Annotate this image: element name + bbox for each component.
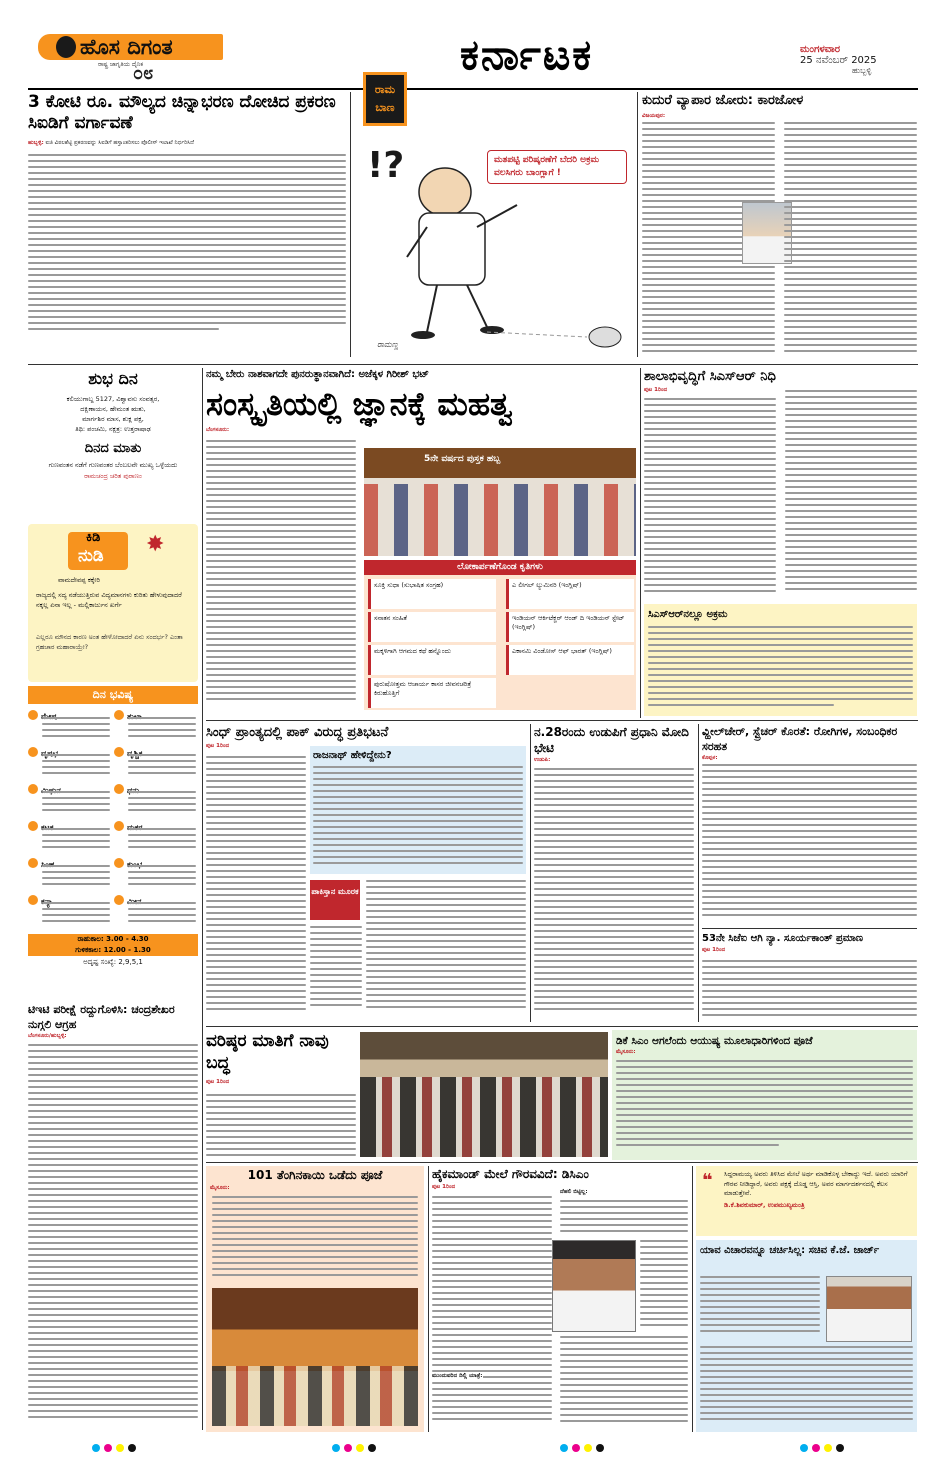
quote-text: ಸಿದ್ದರಾಮಯ್ಯ ಅವರು ತಿಳಿಸಿದ ಮೇಲೆ ಅರ್ಥ ಮಾಡಿಕೊಳ್ಳ ಬೇಕಾದ್ದು ಇದೆ. ಅವರು ಯಾರಿಗೆ ಗೌರವ ನೀಡಿದ್ದಾರೆ, ಅವರು ಪಕ್ಷಕ್ಕೆ ದೊಡ್ಡ ಆಸ್ತಿ, ಅವರ ಮಾರ್ಗದರ್ಶನದಲ್ಲಿ ಕೆಲಸ ಮಾಡುತ್ತೇವೆ. — [724, 1170, 908, 1197]
body-col-2 — [784, 122, 917, 358]
book-item: ಎ ಲೀಗಲ್ ಲ್ಯುಮಿನರಿ (ಇಂಗ್ಲಿಷ್) — [506, 579, 634, 609]
rashi-icon — [114, 821, 124, 831]
rashi-icon — [28, 784, 38, 794]
body-col-3 — [310, 926, 362, 1018]
registration-mark — [572, 1444, 580, 1452]
story-cji — [702, 932, 917, 1022]
sub-heading-2: ಮುಂದುವರಿದ ದಿಲ್ಲಿ ಯಾತ್ರೆ: — [432, 1373, 483, 1379]
quote-box — [696, 1166, 917, 1236]
photo-banner: 5ನೇ ವರ್ಷದ ಪುಸ್ತಕ ಹಬ್ಬ — [424, 454, 501, 464]
headline: ಟಿಇಟಿ ಪರೀಕ್ಷೆ ರದ್ದುಗೊಳಿಸಿ: ಚಂದ್ರಶೇಖರ ನುಗ್ಗಲಿ ಆಗ್ರಹ — [28, 1003, 175, 1031]
kidi-body: ರಾಜ್ಯದಲ್ಲಿ ಸದ್ಯ ನಡೆಯುತ್ತಿರುವ ವಿದ್ಯಮಾನಗಳು ಕುರಿತು ಹೇಳುವುದಾದರೆ ನಕ್ಕಲ್ಲ ಏನಾ ಇಲ್ಲ - ಮಲ್ಲಿಕಾರ್ಜುನ ಖರ್ಗೆ — [36, 591, 182, 609]
logo-block — [38, 30, 223, 84]
body-text — [28, 154, 346, 359]
date: 25 ನವೆಂಬರ್ 2025 — [800, 55, 877, 66]
rashi-cell — [28, 852, 112, 887]
rashi-icon — [114, 784, 124, 794]
story-school-csr — [644, 368, 917, 718]
body-text — [28, 1044, 198, 1424]
body-col-3 — [640, 1240, 688, 1332]
dateline: ಉಡುಪಿ: — [534, 757, 551, 763]
body-text — [212, 1196, 418, 1282]
body-col-1 — [432, 1196, 552, 1428]
lucky-number: ಅದೃಷ್ಟ ಸಂಖ್ಯೆ: 2,9,5,1 — [83, 958, 143, 966]
dinada-title: ದಿನದ ಮಾತು — [84, 441, 142, 456]
quote-icon: ❝ — [702, 1170, 713, 1191]
dateline: ಬೆಂಗಳೂರು/ಹುಬ್ಬಳ್ಳಿ: — [28, 1033, 67, 1039]
rashi-cell — [28, 741, 112, 776]
story-wheelchair — [702, 724, 917, 924]
headline: ಯಾವ ವಿಚಾರವನ್ನೂ ಚರ್ಚಿಸಿಲ್ಲ: ಸಚಿವ ಕೆ.ಜೆ. ಜಾರ್ಜ್ — [700, 1245, 880, 1256]
dateline: ಬೆಂಗಳೂರು: — [206, 427, 230, 433]
body-col-1 — [700, 1276, 820, 1338]
body-col-2 — [785, 390, 917, 598]
rashi-icon — [114, 710, 124, 720]
registration-mark — [596, 1444, 604, 1452]
story-high-command — [432, 1166, 688, 1432]
dateline: ವಿಜಯಪುರ: — [642, 113, 666, 119]
registration-mark — [332, 1444, 340, 1452]
book-item: ಸೂಕ್ತಿ ಸುಧಾ (ಸುಭಾಷಿತ ಸಂಗ್ರಹ) — [368, 579, 496, 609]
rashi-cell — [28, 704, 112, 739]
george-photo — [826, 1276, 912, 1342]
rashi-cell — [114, 852, 198, 887]
svg-text:!?: !? — [367, 145, 405, 186]
shubha-dina — [28, 368, 198, 518]
dateline: ಪುಟ 1ರಿಂದ — [432, 1184, 456, 1190]
csr-box — [644, 604, 917, 716]
headline: ಶಾಲಾಭಿವೃದ್ಧಿಗೆ ಸಿಎಸ್ಆರ್ ನಿಧಿ — [644, 369, 776, 384]
rashi-icon — [114, 747, 124, 757]
registration-mark — [116, 1444, 124, 1452]
book-release-photo — [364, 448, 636, 556]
rashi-cell — [28, 778, 112, 813]
bhavishya-title: ದಿನ ಭವಿಷ್ಯ — [28, 686, 198, 704]
logo-text: ಹೊಸ ದಿಗಂತ — [80, 35, 173, 59]
shubha-line1: ಕಲಿಯುಗಾಬ್ದ 5127, ವಿಶ್ವಾವಸು ಸಂವತ್ಸರ, — [66, 395, 160, 403]
story-tet — [28, 1002, 198, 1432]
coconut-photo — [212, 1288, 418, 1426]
headline: ವ್ಹೀಲ್‌ಚೇರ್, ಸ್ಟ್ರೆಚರ್ ಕೊರತೆ: ರೋಗಿಗಳ, ಸಂಬಂಧಿಕರ ಸರಹತ — [702, 725, 898, 753]
dateline: ಪುಟ 1ರಿಂದ — [206, 1079, 230, 1085]
story-dk-pooja — [612, 1030, 917, 1160]
book-item: ಪುರುಷೋತ್ತಮ ಆಚಾರ್ಯ ಕಾಸರ ಜೀವನಚರಿತ್ರೆ ಕಿರುಹೊತ್ತಿಗೆ — [368, 678, 496, 708]
book-item: ಸನಾತನ ಸಂಹಿತೆ — [368, 612, 496, 642]
body-text — [534, 768, 694, 1018]
body-col-1 — [644, 398, 776, 598]
body-col-2 — [560, 1200, 688, 1238]
dateline: ಪುಟ 1ರಿಂದ — [206, 743, 230, 749]
city: ಹುಬ್ಬಳ್ಳಿ — [852, 66, 872, 75]
rashi-icon — [28, 858, 38, 868]
dinada-quote: ಗುಣವಂತನ ನಡೆಗೆ ಗುಣವಂತರ ಬೆಂಬಲವೇ ಮುಖ್ಯ ಒಳ್ಳೆಯದು — [48, 461, 178, 469]
body-text — [702, 960, 917, 1020]
registration-mark — [584, 1444, 592, 1452]
lead: ಐಜಿ ವಿಠಲಶೆಟ್ಟಿ ಪ್ರಕರಣವನ್ನು ಸಿಐಡಿಗೆ ಹಸ್ತಾಂತರಿಸಲು ಪೊಲೀಸ್ ಇಲಾಖೆ ನಿರ್ಧರಿಸಿದೆ — [45, 140, 194, 146]
headline: 101 ತೆಂಗಿನಕಾಯಿ ಒಡೆದು ಪೂಜೆ — [247, 1168, 383, 1182]
rashi-cell — [114, 815, 198, 850]
gulikakala: ಗುಳಿಕಕಾಲ: 12.00 - 1.30 — [28, 945, 198, 956]
kidi-answer: ಎಲ್ಲರೂ ಮೌನದ ಕಾರಣ ಅಂತ ಹೇಳೋದಾದರೆ ಏನು ಸಂದರ್ಭ? ಎಂತಾ ಗ್ರಹಚಾರ ಮಹಾರಾಯ್ರೇ? — [36, 633, 183, 651]
body-text — [702, 764, 917, 924]
dateline: ಪುಟ 1ರಿಂದ — [644, 387, 668, 393]
rashi-icon — [28, 821, 38, 831]
rashi-grid — [28, 704, 198, 930]
cartoon-signature: ರಾಮಣ್ಣ — [377, 340, 399, 349]
body-col-2 — [700, 1346, 913, 1428]
kidi-nudi — [28, 524, 198, 682]
rahukala: ರಾಹುಕಾಲ: 3.00 - 4.30 — [28, 934, 198, 945]
headline: 3 ಕೋಟಿ ರೂ. ಮೌಲ್ಯದ ಚಿನ್ನಾಭರಣ ದೋಚಿದ ಪ್ರಕರಣ ಸಿಐಡಿಗೆ ವರ್ಗಾವಣೆ — [28, 92, 336, 133]
headline: ನ.28ರಂದು ಉಡುಪಿಗೆ ಪ್ರಧಾನಿ ಮೋದಿ ಭೇಟಿ — [534, 725, 689, 755]
rashi-icon — [28, 747, 38, 757]
story-varishta — [206, 1030, 356, 1160]
quote-author: ಡಿ.ಕೆ.ಶಿವಕುಮಾರ್, ಉಪಮುಖ್ಯಮಂತ್ರಿ — [724, 1200, 805, 1209]
dina-bhavishya — [28, 686, 198, 996]
rashi-icon — [114, 895, 124, 905]
dateline: ಪುಟ 1ರಿಂದ — [702, 947, 726, 953]
body-text — [616, 1060, 913, 1156]
books-box-title: ಲೋಕಾರ್ಪಣೆಗೊಂಡ ಕೃತಿಗಳು — [364, 560, 636, 575]
story-modi — [534, 724, 694, 1022]
books-box — [364, 560, 636, 710]
rashi-cell — [114, 778, 198, 813]
spark-icon: ✸ — [146, 532, 165, 557]
shubha-title: ಶುಭ ದಿನ — [88, 369, 138, 388]
rashi-icon — [114, 858, 124, 868]
headline: ಹೈಕಮಾಂಡ್ ಮೇಲೆ ಗೌರವವಿದೆ: ಡಿಸಿಎಂ — [432, 1167, 589, 1181]
lead-story — [206, 368, 636, 718]
dateblock — [800, 44, 910, 76]
cartoon-label: ರಾಮ ಬಾಣ — [363, 72, 407, 126]
kidi-author: ವಾಮದೇವಪ್ಪ ಕಕ್ಕೇರಿ — [58, 576, 100, 584]
rashi-cell — [28, 815, 112, 850]
headline: 53ನೇ ಸಿಜೆಐ ಆಗಿ ನ್ಯಾ. ಸೂರ್ಯಕಾಂತ್ ಪ್ರಮಾಣ — [702, 933, 863, 944]
dinada-source: ರಾಮಚಂದ್ರ ಚರಿತ ಪುರಾಣಂ — [84, 472, 142, 480]
shubha-line4: ತಿಥಿ: ಪಂಚಮಿ, ನಕ್ಷತ್ರ: ಉತ್ತರಾಷಾಢ — [75, 425, 151, 433]
body-text — [206, 1094, 356, 1158]
shubha-line3: ಮಾರ್ಗಶಿರ ಮಾಸ, ಶುಕ್ಲ ಪಕ್ಷ, — [82, 415, 144, 423]
story-sindh — [206, 724, 526, 1022]
story-george — [696, 1240, 917, 1432]
rajnath-box-title: ರಾಜನಾಥ್ ಹೇಳಿದ್ದೇನು? — [313, 750, 392, 761]
page-number: ೦೮ — [133, 64, 154, 84]
headline: ವರಿಷ್ಠರ ಮಾತಿಗೆ ನಾವು ಬದ್ಧ — [206, 1031, 329, 1073]
registration-mark — [800, 1444, 808, 1452]
headline: ಸಿಂಧ್ ಪ್ರಾಂತ್ಯದಲ್ಲಿ ಪಾಕ್ ವಿರುದ್ಧ ಪ್ರತಿಭಟನೆ — [206, 725, 389, 740]
day: ಮಂಗಳವಾರ — [800, 44, 841, 55]
dk-shivakumar-photo — [552, 1240, 636, 1332]
registration-mark — [560, 1444, 568, 1452]
registration-mark — [344, 1444, 352, 1452]
book-item: ಮಕ್ಕಳಿಗಾಗಿ ಆಗಮದ ಕಥೆ ಹನ್ನೊಂದು — [368, 645, 496, 675]
registration-mark — [836, 1444, 844, 1452]
registration-mark — [92, 1444, 100, 1452]
book-item: ಇಂಡಿಯನ್ ಆರ್ಕಿಟೆಕ್ಚರ್ ಆಂಡ್ ದಿ ಇಂಡಿಯನ್ ಸ್ಟೇಟ್ (ಇಂಗ್ಲಿಷ್) — [506, 612, 634, 642]
csr-box-title: ಸಿಎಸ್ಆರ್‌ನಲ್ಲೂ ಅಕ್ರಮ — [648, 609, 728, 620]
story-coconut — [206, 1166, 424, 1432]
rajnath-box — [310, 746, 526, 874]
cartoon-drawing — [357, 127, 633, 357]
kidi-title2: ನುಡಿ — [78, 546, 104, 566]
lamp-icon — [56, 36, 76, 58]
rashi-icon — [28, 895, 38, 905]
story-horse-trading — [642, 92, 917, 360]
dateline: ಹುಬ್ಬಳ್ಳಿ: — [28, 140, 44, 146]
registration-mark — [824, 1444, 832, 1452]
dk-supporters-photo — [360, 1032, 608, 1157]
story-gold-theft — [28, 92, 346, 362]
body-col-1 — [206, 756, 306, 1018]
registration-mark — [812, 1444, 820, 1452]
cartoon-caption: ಮತಪಟ್ಟಿ ಪರಿಷ್ಕರಣೆಗೆ ಬೆದರಿ ಅಕ್ರಮ ವಲಸಿಗರು ಬಾಂಗ್ಲಾಗೆ ! — [487, 150, 627, 184]
kicker: ನಮ್ಮ ಬೇರು ನಾಶವಾಗದೇ ಪುನರುತ್ಥಾನವಾಗಿದೆ: ಅಜೆಕ್ಕಳ ಗಿರೀಶ್ ಭಟ್ — [206, 369, 429, 380]
rashi-cell — [114, 741, 198, 776]
rashi-cell — [114, 889, 198, 924]
body-col-4 — [560, 1336, 688, 1428]
headline: ಕುದುರೆ ವ್ಯಾಪಾರ ಜೋರು: ಕಾರಜೋಳ — [642, 93, 804, 108]
sub-heading-1: ದೆಹಲಿ ಬಿಟ್ಟಿಲ್ಲ: — [560, 1189, 588, 1195]
tagline: ರಾಷ್ಟ್ರ ಜಾಗೃತಿಯ ದೈನಿಕ — [98, 61, 144, 68]
registration-mark — [368, 1444, 376, 1452]
kidi-title1: ಕಿಡಿ — [86, 530, 101, 545]
pakistan-box: ಪಾಕಿಸ್ತಾನ ಮೂರಕ — [310, 880, 360, 920]
rashi-cell — [114, 704, 198, 739]
book-item: ಎಕಾನಮಿ ವಿಂಡೋಸ್ ಆಫ್ ಭಾರತ್ (ಇಂಗ್ಲಿಷ್) — [506, 645, 634, 675]
body-col-1 — [206, 440, 356, 710]
rashi-cell — [28, 889, 112, 924]
registration-mark — [128, 1444, 136, 1452]
rashi-icon — [28, 710, 38, 720]
body-col-2 — [366, 880, 526, 1018]
headline: ಸಂಸ್ಕೃತಿಯಲ್ಲಿ ಜ್ಞಾನಕ್ಕೆ ಮಹತ್ವ — [206, 385, 513, 423]
dateline: ಮೈಸೂರು: — [616, 1049, 636, 1055]
dateline: ಮೈಸೂರು: — [210, 1185, 230, 1191]
cartoon — [357, 72, 633, 360]
headline: ಡಿಕೆ ಸಿಎಂ ಆಗಲೆಂದು ಆಯುಷ್ಯ ಮೂಲಾಧಾರಿಗಳಿಂದ ಪೂಜೆ — [616, 1035, 813, 1047]
registration-mark — [104, 1444, 112, 1452]
registration-mark — [356, 1444, 364, 1452]
shubha-line2: ದಕ್ಷಿಣಾಯನ, ಹೇಮಂತ ಋತು, — [80, 405, 146, 413]
section-title: ಕರ್ನಾಟಕ — [460, 30, 594, 79]
dateline: ಕೊಪ್ಪಳ: — [702, 755, 718, 761]
